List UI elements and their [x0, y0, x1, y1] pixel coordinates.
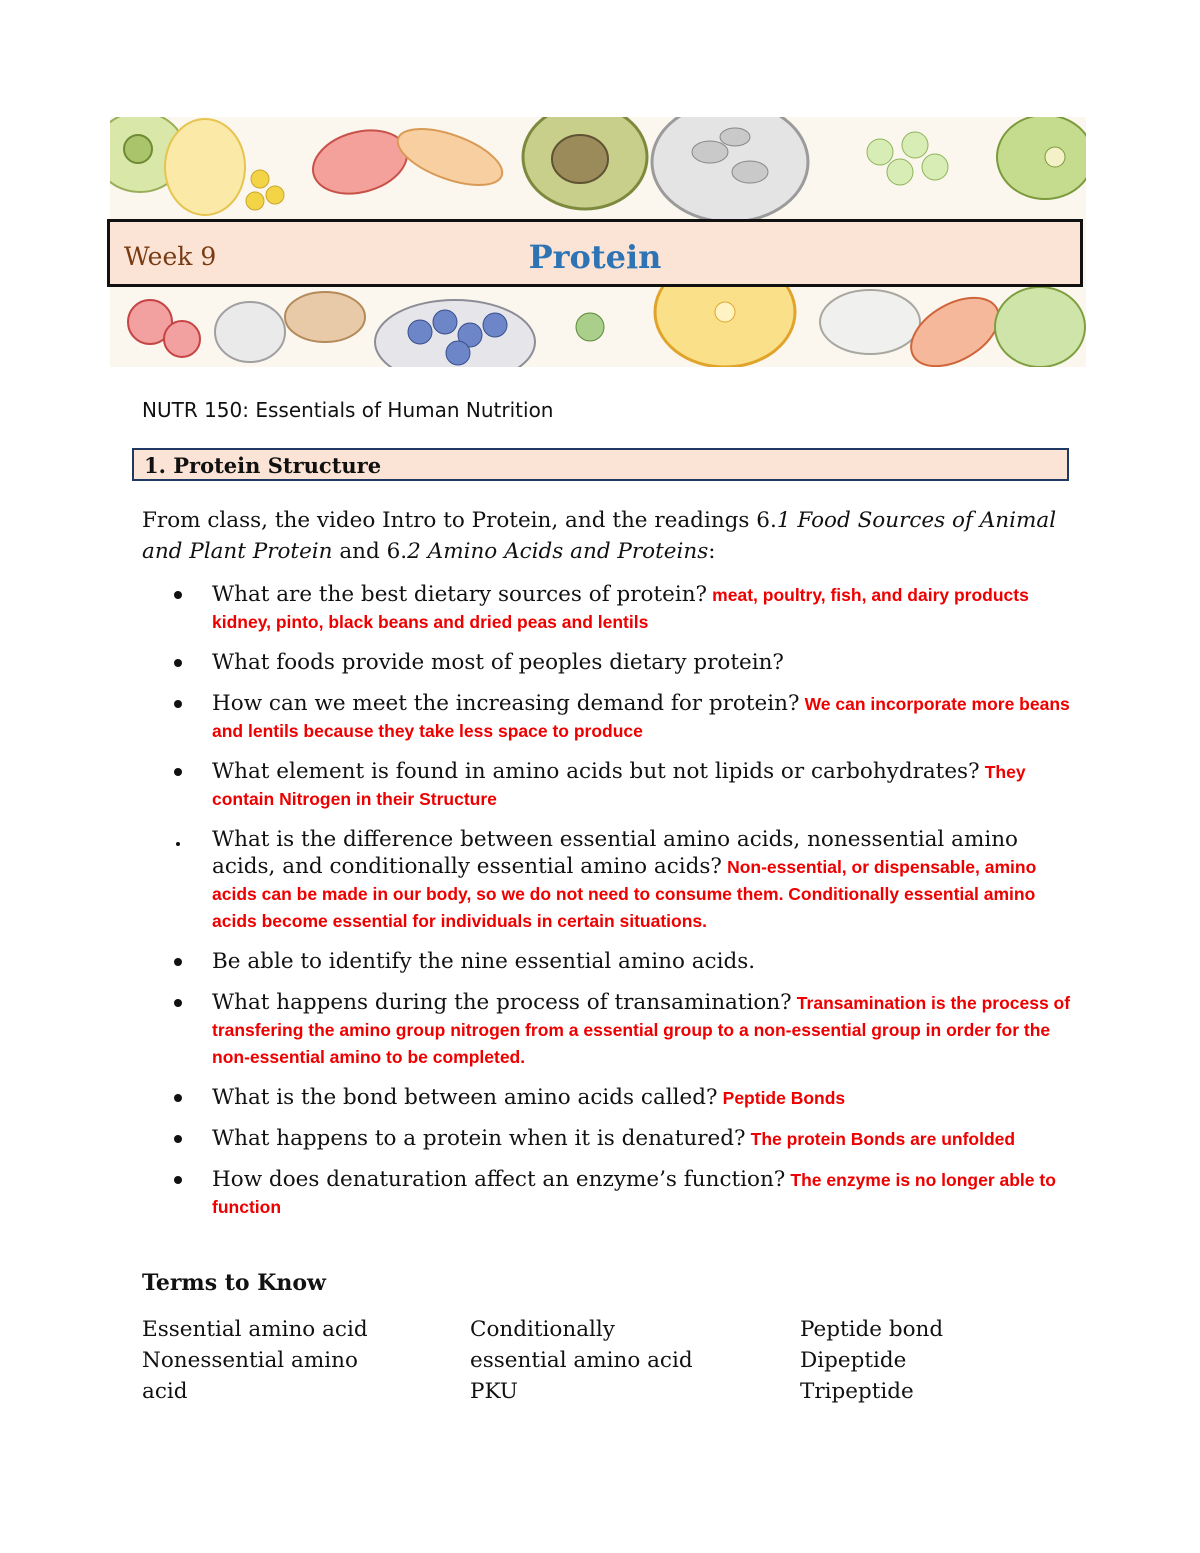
section-title: 1. Protein Structure	[144, 453, 382, 478]
bullet-icon	[174, 659, 182, 667]
page-title: Protein	[528, 238, 662, 276]
question-text: What is the difference between essential amino acids, nonessential amino acids, and conditionally essential amino acids?	[212, 827, 1018, 879]
answer-text: meat, poultry, fish, and dairy products kidney, pinto, black beans and dried peas and lentils	[212, 585, 1029, 632]
section-header	[132, 448, 1069, 481]
list-item	[142, 649, 1072, 677]
intro-suffix: :	[708, 539, 716, 564]
term: Dipeptide	[800, 1348, 907, 1373]
course-name: NUTR 150: Essentials of Human Nutrition	[142, 398, 554, 422]
question-text: How does denaturation affect an enzyme’s function?	[212, 1167, 786, 1192]
bullet-icon	[174, 958, 182, 966]
answer-text: They contain Nitrogen in their Structure	[212, 762, 1026, 809]
bullet-icon	[174, 999, 182, 1007]
term: Peptide bond	[800, 1317, 944, 1342]
list-item	[142, 758, 1072, 813]
list-item	[142, 1166, 1072, 1221]
question-text: What happens during the process of transamination?	[212, 990, 792, 1015]
list-item	[142, 989, 1072, 1071]
bullet-icon	[174, 700, 182, 708]
question-list	[142, 581, 1072, 1234]
answer-text: Non-essential, or dispensable, amino acids can be made in our body, so we do not need to consume them. Conditionally essential amino acids become essential for individuals in certain situations.	[212, 857, 1037, 931]
reading-1: 1 Food Sources of Animal and Plant Protein	[142, 508, 1057, 564]
bullet-icon	[174, 1094, 182, 1102]
answer-text: We can incorporate more beans and lentils because they take less space to produce	[212, 694, 1070, 741]
term: acid	[142, 1379, 188, 1404]
title-box	[107, 219, 1083, 287]
list-item	[142, 1125, 1072, 1153]
question-text: How can we meet the increasing demand for protein?	[212, 691, 800, 716]
bullet-icon	[174, 768, 182, 776]
terms-column-1	[142, 1314, 368, 1407]
bullet-icon	[174, 591, 182, 599]
intro-paragraph	[142, 505, 1072, 567]
answer-text: The enzyme is no longer able to function	[212, 1170, 1056, 1217]
week-label: Week 9	[124, 242, 217, 271]
bullet-icon	[174, 1135, 182, 1143]
answer-text: The protein Bonds are unfolded	[750, 1129, 1016, 1149]
term: Tripeptide	[800, 1379, 914, 1404]
question-text: What happens to a protein when it is denatured?	[212, 1126, 746, 1151]
term: Conditionally	[470, 1317, 615, 1342]
intro-middle: and 6.	[332, 539, 408, 564]
question-text: What is the bond between amino acids called?	[212, 1085, 718, 1110]
question-text: What are the best dietary sources of protein?	[212, 582, 708, 607]
list-item	[142, 690, 1072, 745]
question-text: What element is found in amino acids but not lipids or carbohydrates?	[212, 759, 980, 784]
answer-text: Peptide Bonds	[722, 1088, 846, 1108]
list-item	[142, 1084, 1072, 1112]
question-text: Be able to identify the nine essential amino acids.	[212, 949, 756, 974]
term: PKU	[470, 1379, 518, 1404]
answer-text: Transamination is the process of transfering the amino group nitrogen from a essential group to a non-essential group in order for the non-essential amino to be completed.	[212, 993, 1071, 1067]
list-item	[142, 581, 1072, 636]
reading-2: 2 Amino Acids and Proteins	[407, 539, 709, 564]
term: Essential amino acid	[142, 1317, 368, 1342]
terms-column-2	[470, 1314, 693, 1407]
terms-title: Terms to Know	[142, 1270, 326, 1296]
terms-column-3	[800, 1314, 943, 1407]
question-text: What foods provide most of peoples dietary protein?	[212, 650, 784, 675]
term: essential amino acid	[470, 1348, 693, 1373]
term: Nonessential amino	[142, 1348, 358, 1373]
list-item	[142, 826, 1072, 935]
bullet-icon	[174, 1176, 182, 1184]
bullet-icon	[176, 842, 180, 846]
intro-prefix: From class, the video Intro to Protein, and the readings 6.	[142, 508, 777, 533]
list-item	[142, 948, 1072, 976]
